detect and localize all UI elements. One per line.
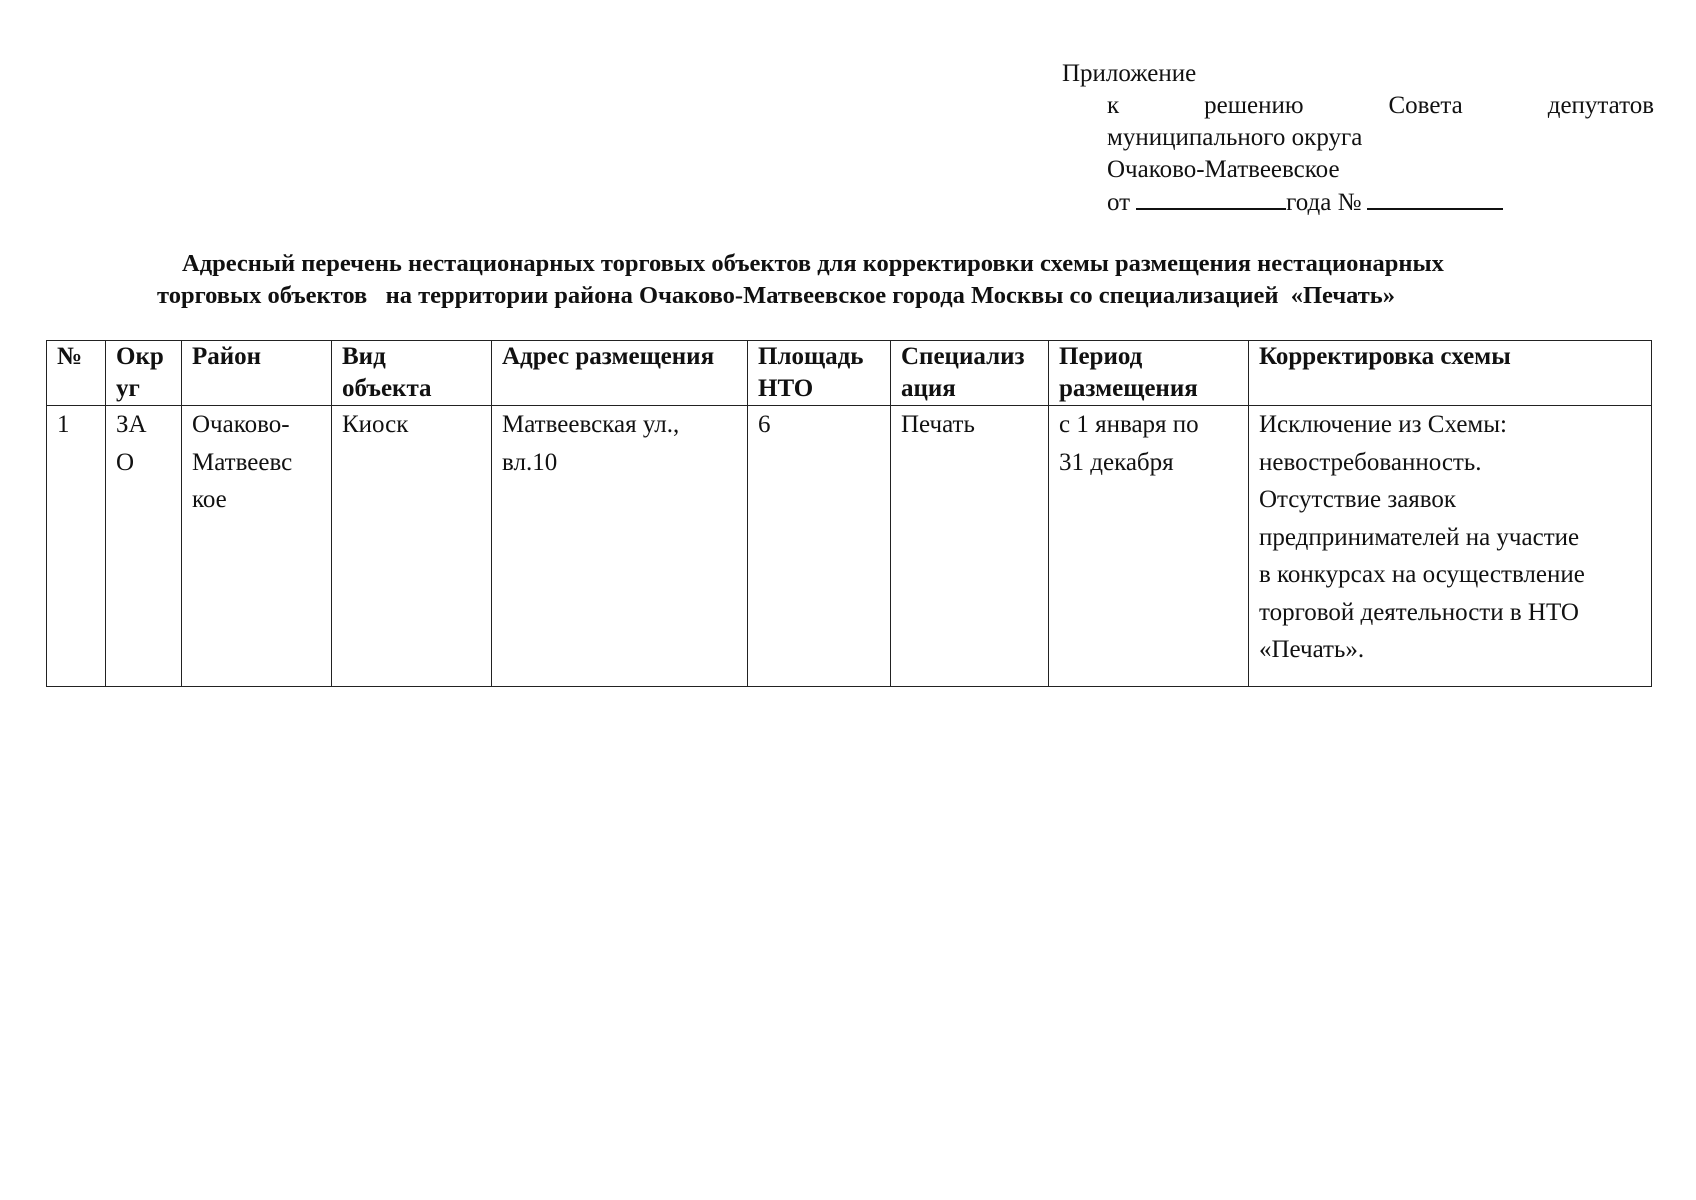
cell-address: Матвеевская ул., вл.10 bbox=[492, 406, 748, 687]
appendix-word: Совета bbox=[1388, 92, 1463, 119]
cell-okrug: ЗА О bbox=[106, 406, 182, 687]
appendix-decision-line bbox=[1062, 90, 1654, 122]
appendix-word: депутатов bbox=[1547, 92, 1654, 119]
header-area: Площадь НТО bbox=[748, 341, 891, 406]
header-okrug: Окр уг bbox=[106, 341, 182, 406]
title-line-2: торговых объектов на территории района Очаково-Матвеевское города Москвы со специализацией «Печать» bbox=[157, 282, 1395, 309]
table-row bbox=[47, 406, 1652, 687]
date-blank-field bbox=[1136, 186, 1286, 210]
header-address: Адрес размещения bbox=[492, 341, 748, 406]
header-number: № bbox=[47, 341, 106, 406]
appendix-date-line bbox=[1062, 186, 1654, 219]
cell-correction: Исключение из Схемы: невостребованность. Отсутствие заявок предпринимателей на участие в конкурсах на осуществление торговой деятельности в НТО «Печать». bbox=[1249, 406, 1652, 687]
cell-specialization: Печать bbox=[891, 406, 1049, 687]
appendix-word: к bbox=[1107, 92, 1120, 119]
header-object-type: Вид объекта bbox=[332, 341, 492, 406]
table-header-row bbox=[47, 341, 1652, 406]
appendix-header bbox=[1062, 58, 1654, 219]
header-specialization: Специализ ация bbox=[891, 341, 1049, 406]
number-blank-field bbox=[1367, 186, 1503, 210]
header-district: Район bbox=[182, 341, 332, 406]
date-suffix: года № bbox=[1286, 189, 1362, 216]
cell-area: 6 bbox=[748, 406, 891, 687]
header-period: Период размещения bbox=[1049, 341, 1249, 406]
cell-period: с 1 января по 31 декабря bbox=[1049, 406, 1249, 687]
appendix-municipality-line: Очаково-Матвеевское bbox=[1107, 156, 1340, 183]
header-correction: Корректировка схемы bbox=[1249, 341, 1652, 406]
title-line-1: Адресный перечень нестационарных торговых объектов для корректировки схемы размещения нестационарных bbox=[182, 250, 1444, 277]
cell-district: Очаково- Матвеевс кое bbox=[182, 406, 332, 687]
appendix-district-line: муниципального округа bbox=[1107, 124, 1363, 151]
document-title bbox=[120, 248, 1600, 312]
nto-table bbox=[46, 340, 1652, 687]
cell-number: 1 bbox=[47, 406, 106, 687]
appendix-title: Приложение bbox=[1062, 60, 1197, 87]
cell-object-type: Киоск bbox=[332, 406, 492, 687]
appendix-word: решению bbox=[1204, 92, 1304, 119]
date-prefix: от bbox=[1107, 189, 1131, 216]
nto-table-wrapper bbox=[46, 340, 1652, 687]
